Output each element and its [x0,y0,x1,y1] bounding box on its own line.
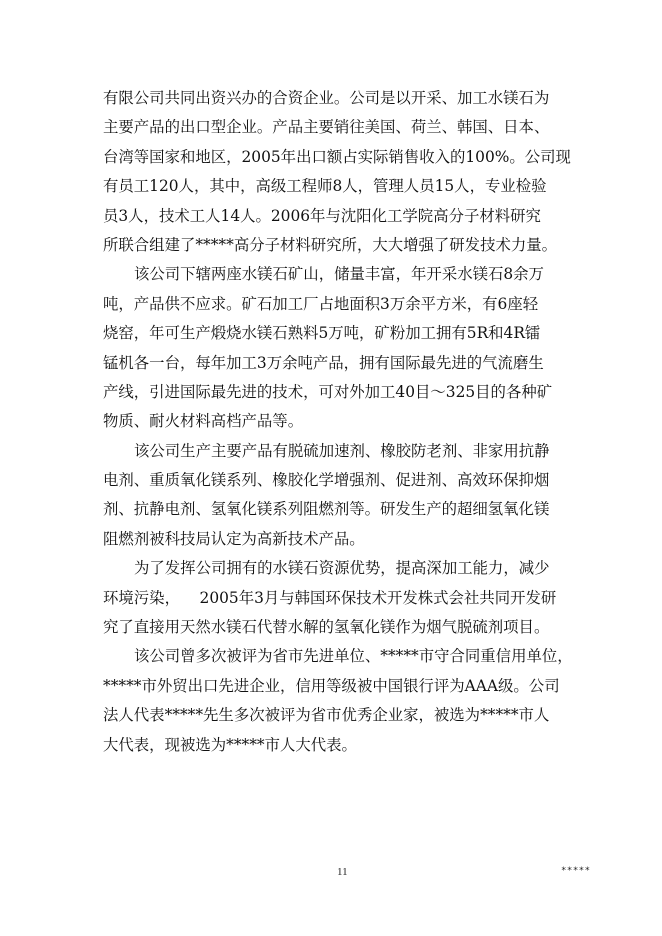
text-line: 主要产品的出口型企业。产品主要销往美国、荷兰、韩国、日本、 [103,118,550,137]
text-line: 台湾等国家和地区，2005年出口额占实际销售收入的100%。公司现 [103,147,571,166]
text-line: 有员工120人，其中，高级工程师8人，管理人员15人，专业检验 [103,177,547,196]
text-line: 员3人，技术工人14人。2006年与沈阳化工学院高分子材料研究 [103,206,541,225]
paragraph-start-line: 该公司生产主要产品有脱硫加速剂、橡胶防老剂、非家用抗静 [134,441,550,460]
text-line: 究了直接用天然水镁石代替水解的氢氧化镁作为烟气脱硫剂项目。 [103,618,550,637]
footer-mark: ***** [561,866,591,876]
text-line: 所联合组建了*****高分子材料研究所，大大增强了研发技术力量。 [103,235,558,254]
text-line: 剂、抗静电剂、氢氧化镁系列阻燃剂等。研发生产的超细氢氧化镁 [103,500,550,519]
text-line: 电剂、重质氧化镁系列、橡胶化学增强剂、促进剂、高效环保抑烟 [103,471,550,490]
text-line: 有限公司共同出资兴办的合资企业。公司是以开采、加工水镁石为 [103,89,550,107]
text-line: 法人代表*****先生多次被评为省市优秀企业家，被选为*****市人 [103,706,550,725]
paragraph-start-line: 该公司曾多次被评为省市先进单位、*****市守合同重信用单位， [134,647,573,666]
text-line: 锰机各一台，每年加工3万余吨产品，拥有国际最先进的气流磨生 [103,353,544,372]
text-line: 环境污染， 2005年3月与韩国环保技术开发株式会社共同开发研 [103,588,557,607]
paragraph-start-line: 为了发挥公司拥有的水镁石资源优势，提高深加工能力，减少 [134,559,550,578]
page-number: 11 [337,866,348,878]
text-line: 吨，产品供不应求。矿石加工厂占地面积3万余平方米，有6座轻 [103,294,539,313]
paragraph-start-line: 该公司下辖两座水镁石矿山，储量丰富，年开采水镁石8余万 [134,265,544,284]
text-line: *****市外贸出口先进企业，信用等级被中国银行评为AAA级。公司 [103,676,560,695]
text-line: 大代表，现被选为*****市人大代表。 [103,735,357,754]
body-text [103,84,623,760]
text-line: 产线，引进国际最先进的技术，可对外加工40目～325目的各种矿 [103,382,553,401]
text-line: 烧窑，年可生产煅烧水镁石熟料5万吨，矿粉加工拥有5R和4R镭 [103,324,541,343]
text-line: 物质、耐火材料高档产品等。 [103,412,304,431]
text-line: 阻燃剂被科技局认定为高新技术产品。 [103,529,365,548]
